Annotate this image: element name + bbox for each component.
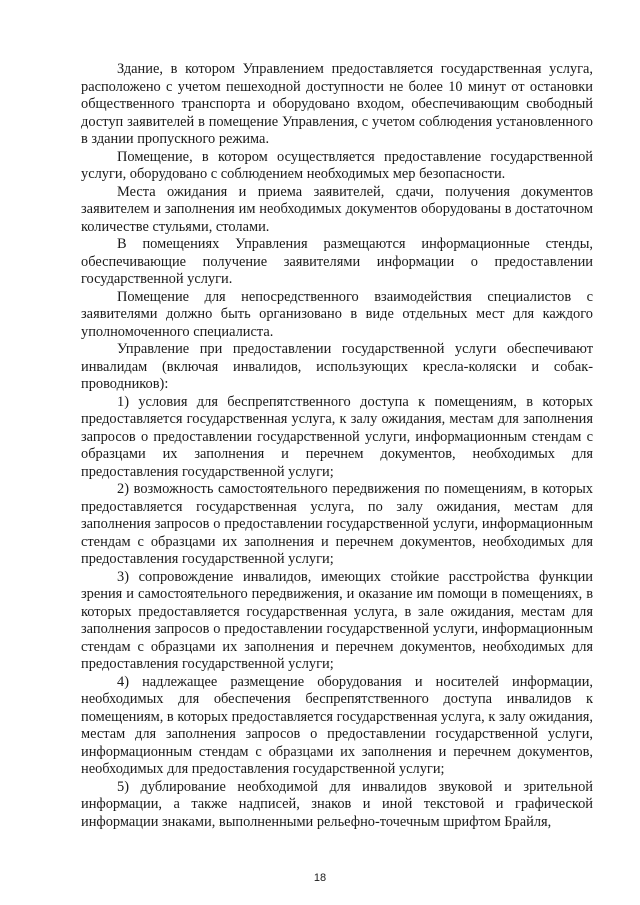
paragraph-disability-provision: Управление при предоставлении государственной услуги обеспечивают инвалидам (включая инвалидов, использующих кресла-коляски и собак-проводников): — [81, 341, 593, 392]
list-item-3: 3) сопровождение инвалидов, имеющих стойкие расстройства функции зрения и самостоятельного передвижения, и оказание им помощи в помещениях, в которых предоставляется государственная услуга, в зале ожидания, местам для заполнения запросов о предоставлении государственной услуги, информационным стендам с образцами их заполнения и перечнем документов, необходимых для предоставления государственной услуги; — [81, 568, 593, 672]
paragraph-waiting-areas: Места ожидания и приема заявителей, сдачи, получения документов заявителем и заполнения им необходимых документов оборудованы в достаточном количестве стульями, столами. — [81, 183, 593, 235]
list-item-5: 5) дублирование необходимой для инвалидов звуковой и зрительной информации, а также надписей, знаков и иной текстовой и графической информации знаками, выполненными рельефно-точечным шрифтом Брайля, — [81, 778, 593, 830]
paragraph-info-stands: В помещениях Управления размещаются информационные стенды, обеспечивающие получение заявителями информации о предоставлении государственной услуги. — [81, 236, 593, 287]
list-item-4: 4) надлежащее размещение оборудования и носителей информации, необходимых для обеспечения беспрепятственного доступа инвалидов к помещениям, в которых предоставляется государственная услуга, к залу ожидания, местам для заполнения запросов о предоставлении государственной услуги, информационным стендам с образцами их заполнения и перечнем документов, необходимых для предоставления государственной услуги; — [81, 673, 593, 777]
page-number: 18 — [313, 872, 327, 884]
list-item-1: 1) условия для беспрепятственного доступа к помещениям, в которых предоставляется государственная услуга, к залу ожидания, местам для заполнения запросов о предоставлении государственной услуги, информационным стендам с образцами их заполнения и перечнем документов, необходимых для предоставления государственной услуги; — [81, 393, 593, 480]
paragraph-specialist-places: Помещение для непосредственного взаимодействия специалистов с заявителями должно быть организовано в виде отдельных мест для каждого уполномоченного специалиста. — [81, 288, 593, 340]
paragraph-building: Здание, в котором Управлением предоставляется государственная услуга, расположено с учетом пешеходной доступности не более 10 минут от остановки общественного транспорта и оборудовано входом, обеспечивающим свободный доступ заявителей в помещение Управления, с учетом соблюдения установленного в здании пропускного режима. — [81, 61, 593, 147]
body-text — [81, 61, 593, 831]
list-item-2: 2) возможность самостоятельного передвижения по помещениям, в которых предоставляется государственная услуга, по залу ожидания, местам для заполнения запросов о предоставлении государственной услуги, информационным стендам с образцами их заполнения и перечнем документов, необходимых для предоставления государственной услуги; — [81, 481, 593, 567]
paragraph-premises-safety: Помещение, в котором осуществляется предоставление государственной услуги, оборудовано с соблюдением необходимых мер безопасности. — [81, 148, 593, 182]
